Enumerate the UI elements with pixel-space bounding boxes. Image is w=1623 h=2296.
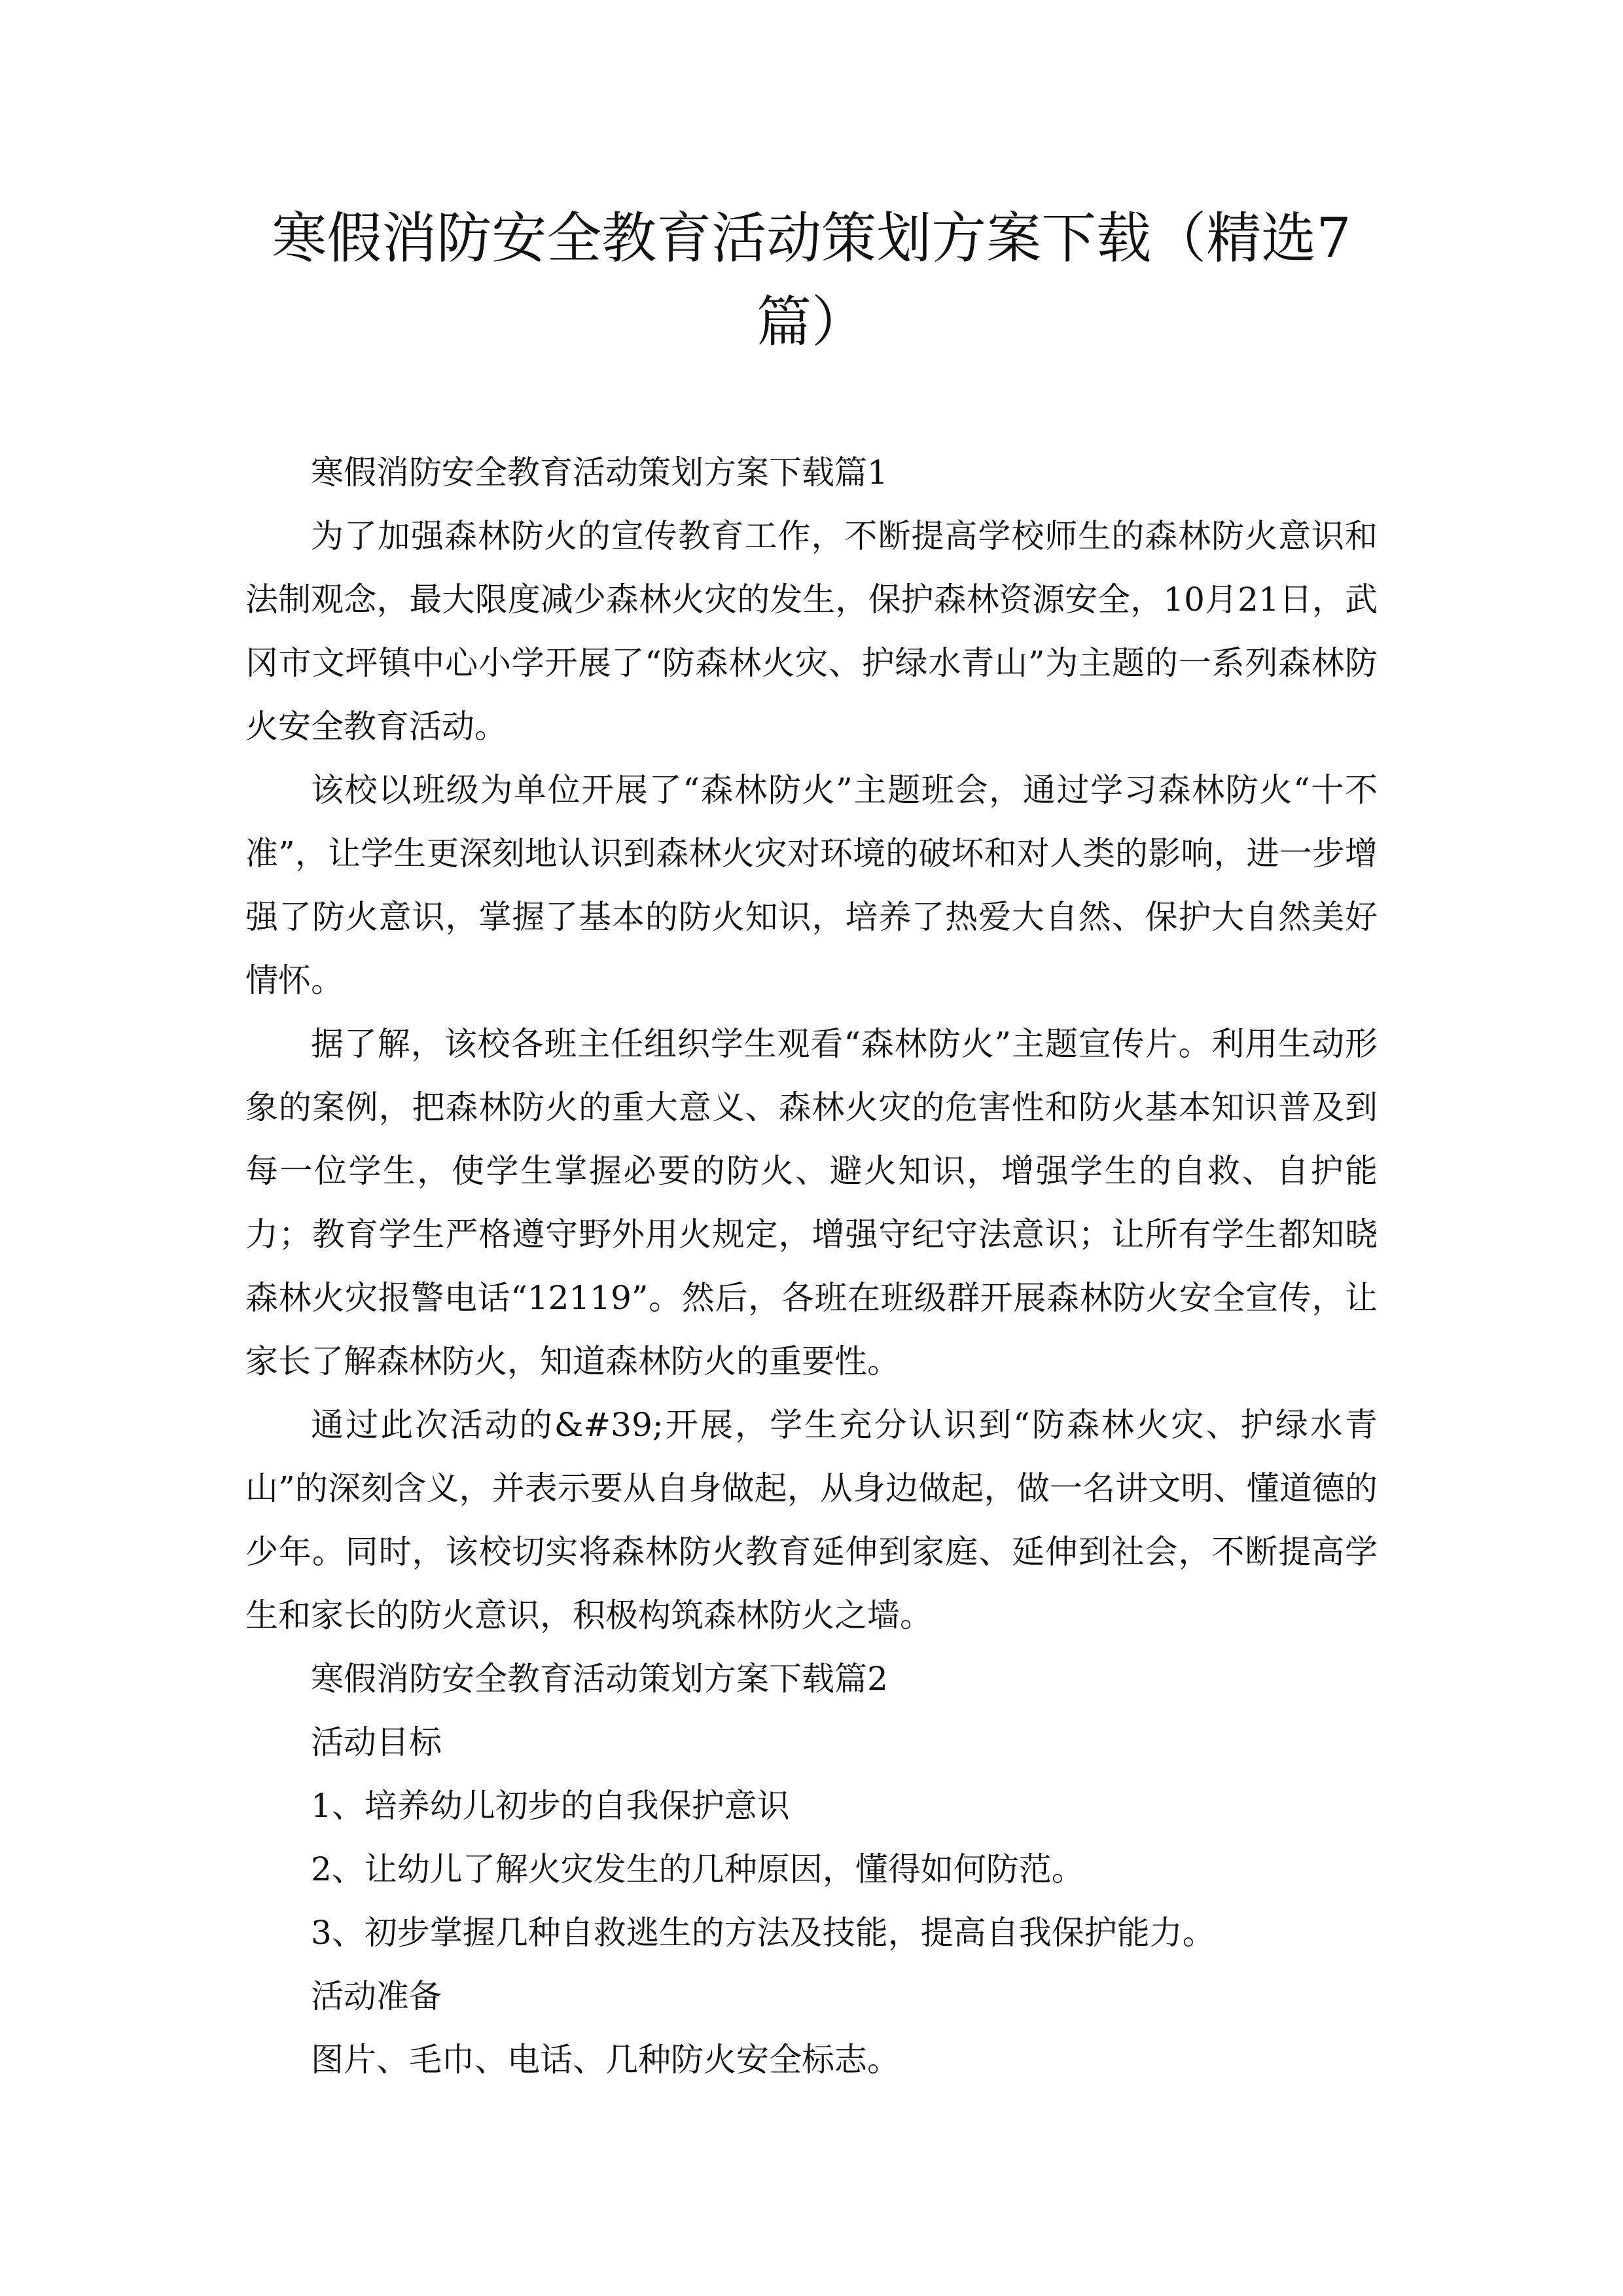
document-page: [245, 196, 1378, 2092]
list-item: 1、培养幼儿初步的自我保护意识: [311, 1787, 790, 1825]
document-title: 寒假消防安全教育活动策划方案下载（精选7篇）: [272, 206, 1351, 354]
list-item: 3、初步掌握几种自救逃生的方法及技能，提高自我保护能力。: [311, 1914, 1215, 1952]
section-heading: 寒假消防安全教育活动策划方案下载篇1: [311, 454, 888, 492]
section-2: [245, 1647, 1378, 2092]
paragraph: 通过此次活动的&#39;开展，学生充分认识到“防森林火灾、护绿水青山”的深刻含义，并表示要从自身做起，从身边做起，做一名讲文明、懂道德的少年。同时，该校切实将森林防火教育延伸到家庭、延伸到社会，不断提高学生和家长的防火意识，积极构筑森林防火之墙。: [245, 1406, 1378, 1634]
section-heading: 寒假消防安全教育活动策划方案下载篇2: [311, 1660, 888, 1698]
paragraph: 为了加强森林防火的宣传教育工作，不断提高学校师生的森林防火意识和法制观念，最大限度减少森林火灾的发生，保护森林资源安全，10月21日，武冈市文坪镇中心小学开展了“防森林火灾、护绿水青山”为主题的一系列森林防火安全教育活动。: [245, 517, 1378, 745]
section-1: [245, 441, 1378, 1647]
paragraph: 该校以班级为单位开展了“森林防火”主题班会，通过学习森林防火“十不准”，让学生更深刻地认识到森林火灾对环境的破坏和对人类的影响，进一步增强了防火意识，掌握了基本的防火知识，培养了热爱大自然、保护大自然美好情怀。: [245, 771, 1378, 999]
paragraph: 据了解，该校各班主任组织学生观看“森林防火”主题宣传片。利用生动形象的案例，把森林防火的重大意义、森林火灾的危害性和防火基本知识普及到每一位学生，使学生掌握必要的防火、避火知识，增强学生的自救、自护能力；教育学生严格遵守野外用火规定，增强守纪守法意识；让所有学生都知晓森林火灾报警电话“12119”。然后，各班在班级群开展森林防火安全宣传，让家长了解森林防火，知道森林防火的重要性。: [245, 1025, 1378, 1380]
subheading-activity-goals: 活动目标: [311, 1723, 442, 1761]
preparation-text: 图片、毛巾、电话、几种防火安全标志。: [311, 2041, 900, 2079]
list-item: 2、让幼儿了解火灾发生的几种原因，懂得如何防范。: [311, 1850, 1084, 1888]
subheading-activity-preparation: 活动准备: [311, 1977, 442, 2015]
